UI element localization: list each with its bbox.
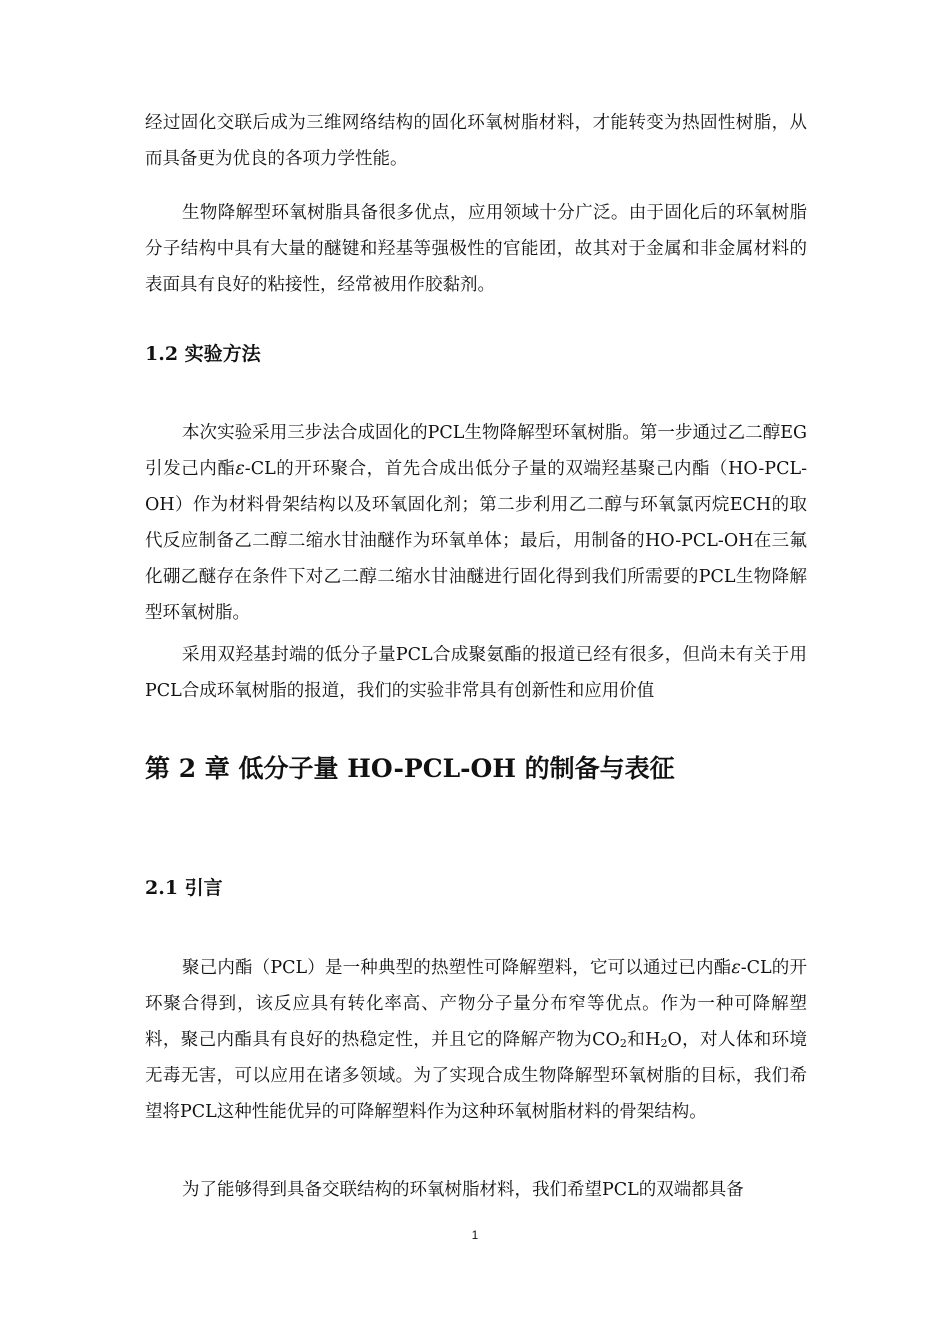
paragraph-crosslink: 为了能够得到具备交联结构的环氧树脂材料，我们希望PCL的双端都具备 (182, 1180, 744, 1200)
paragraph-innovation: 采用双羟基封端的低分子量PCL合成聚氨酯的报道已经有很多，但尚未有关于用PCL合成环氧树脂的报道，我们的实验非常具有创新性和应用价值 (145, 645, 807, 701)
paragraph-advantages: 生物降解型环氧树脂具备很多优点，应用领域十分广泛。由于固化后的环氧树脂分子结构中具有大量的醚键和羟基等强极性的官能团，故其对于金属和非金属材料的表面具有良好的粘接性，经常被用作胶黏剂。 (145, 203, 807, 295)
paragraph-pcl-intro: 聚己内酯（PCL）是一种典型的热塑性可降解塑料，它可以通过已内酯ε-CL的开环聚合得到，该反应具有转化率高、产物分子量分布窄等优点。作为一种可降解塑料，聚己内酯具有良好的热稳定性，并且它的降解产物为$CO_2$和$H_2O$，对人体和环境无毒无害，可以应用在诸多领域。为了实现合成生物降解型环氧树脂的目标，我们希望将PCL这种性能优异的可降解塑料作为这种环氧树脂材料的骨架结构。 (145, 958, 807, 1122)
chapter-heading-2: 第 2 章 低分子量 HO-PCL-OH 的制备与表征 (145, 754, 675, 783)
page-number: 1 (471, 1228, 479, 1242)
section-heading-1-2: 1.2 实验方法 (145, 343, 261, 365)
section-heading-2-1: 2.1 引言 (145, 877, 223, 899)
paragraph-method: 本次实验采用三步法合成固化的PCL生物降解型环氧树脂。第一步通过乙二醇EG引发己内酯ε-CL的开环聚合，首先合成出低分子量的双端羟基聚己内酯（HO-PCL-OH）作为材料骨架结构以及环氧固化剂；第二步利用乙二醇与环氧氯丙烷ECH的取代反应制备乙二醇二缩水甘油醚作为环氧单体；最后，用制备的HO-PCL-OH在三氟化硼乙醚存在条件下对乙二醇二缩水甘油醚进行固化得到我们所需要的PCL生物降解型环氧树脂。 (145, 423, 807, 623)
paragraph-curing: 经过固化交联后成为三维网络结构的固化环氧树脂材料，才能转变为热固性树脂，从而具备更为优良的各项力学性能。 (145, 113, 807, 169)
